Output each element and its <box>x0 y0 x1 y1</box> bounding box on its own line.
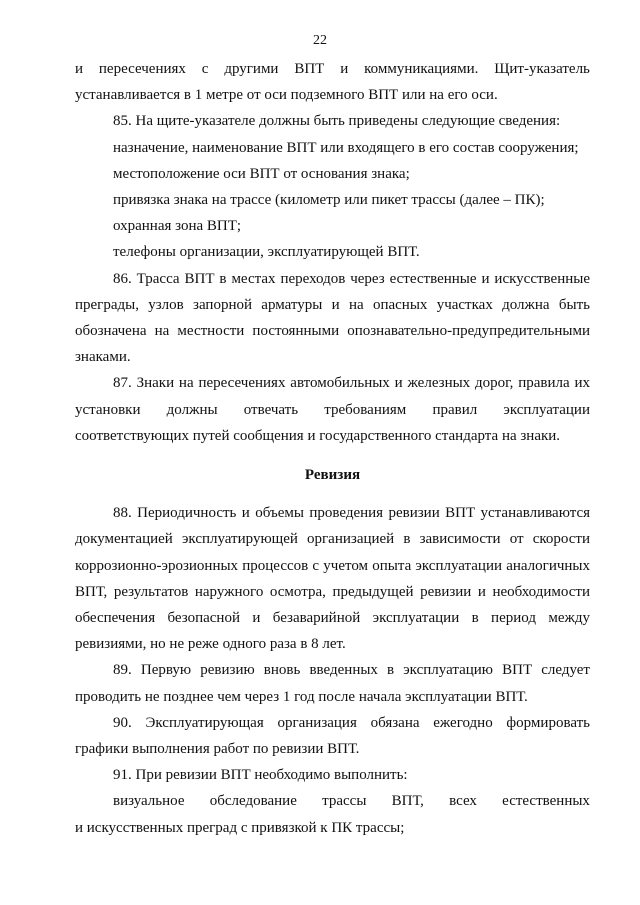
paragraph-88: 88. Периодичность и объемы проведения ревизии ВПТ устанавливаются документацией эксплуатирующей организацией в зависимости от скорости коррозионно-эрозионных процессов с учетом опыта эксплуатации аналогичных ВПТ, результатов наружного осмотра, предыдущей ревизии и необходимости обеспечения безопасной и безаварийной эксплуатации в период между ревизиями, но не реже одного раза в 8 лет. <box>75 505 590 653</box>
continuation-line-end: устанавливается в 1 метре от оси подземного ВПТ или на его оси. <box>75 87 498 104</box>
word: и <box>75 61 84 77</box>
word: другими <box>224 61 279 77</box>
paragraph-85: 85. На щите-указателе должны быть приведены следующие сведения: <box>113 113 561 130</box>
word: с <box>201 61 209 77</box>
word: визуальное <box>113 793 185 810</box>
list-item-visual-inspection-end: и искусственных преград с привязкой к ПК трассы; <box>75 819 405 836</box>
paragraph-90: 90. Эксплуатирующая организация обязана ежегодно формировать графики выполнения работ по ревизии ВПТ. <box>75 714 590 758</box>
list-item-visual-inspection <box>75 788 590 814</box>
paragraph-89: 89. Первую ревизию вновь введенных в эксплуатацию ВПТ следует проводить не позднее чем через 1 год после начала эксплуатации ВПТ. <box>75 662 590 705</box>
word: обследование <box>209 793 297 810</box>
word: пересечениях <box>98 61 186 77</box>
continuation-line <box>75 56 590 82</box>
list-item-protection-zone: охранная зона ВПТ; <box>113 218 242 235</box>
list-item-phones: телефоны организации, эксплуатирующей ВПТ. <box>113 244 420 261</box>
page-number: 22 <box>313 33 327 48</box>
list-item-route-reference: привязка знака на трассе (километр или пикет трассы (далее – ПК); <box>113 192 545 209</box>
document-body <box>75 56 590 841</box>
word: естественных <box>502 793 590 810</box>
paragraph-86: 86. Трасса ВПТ в местах переходов через естественные и искусственные преграды, узлов запорной арматуры и на опасных участках должна быть обозначена на местности постоянными опознавательно-предупредительными знаками. <box>75 270 590 366</box>
section-heading: Ревизия <box>304 467 361 484</box>
list-item-purpose: назначение, наименование ВПТ или входящего в его состав сооружения; <box>113 139 579 156</box>
word: ВПТ <box>294 61 325 77</box>
word: и <box>340 61 349 77</box>
paragraph-91: 91. При ревизии ВПТ необходимо выполнить: <box>113 767 408 784</box>
word: всех <box>449 793 477 810</box>
list-item-axis-location: местоположение оси ВПТ от основания знака; <box>113 165 410 182</box>
word: Щит-указатель <box>494 61 590 77</box>
word: трассы <box>322 793 367 810</box>
word: ВПТ, <box>391 793 424 810</box>
word: коммуникациями. <box>364 61 479 77</box>
paragraph-87: 87. Знаки на пересечениях автомобильных и железных дорог, правила их установки должны отвечать требованиям правил эксплуатации соответствующих путей сообщения и государственного стандарта на знаки. <box>75 375 590 444</box>
